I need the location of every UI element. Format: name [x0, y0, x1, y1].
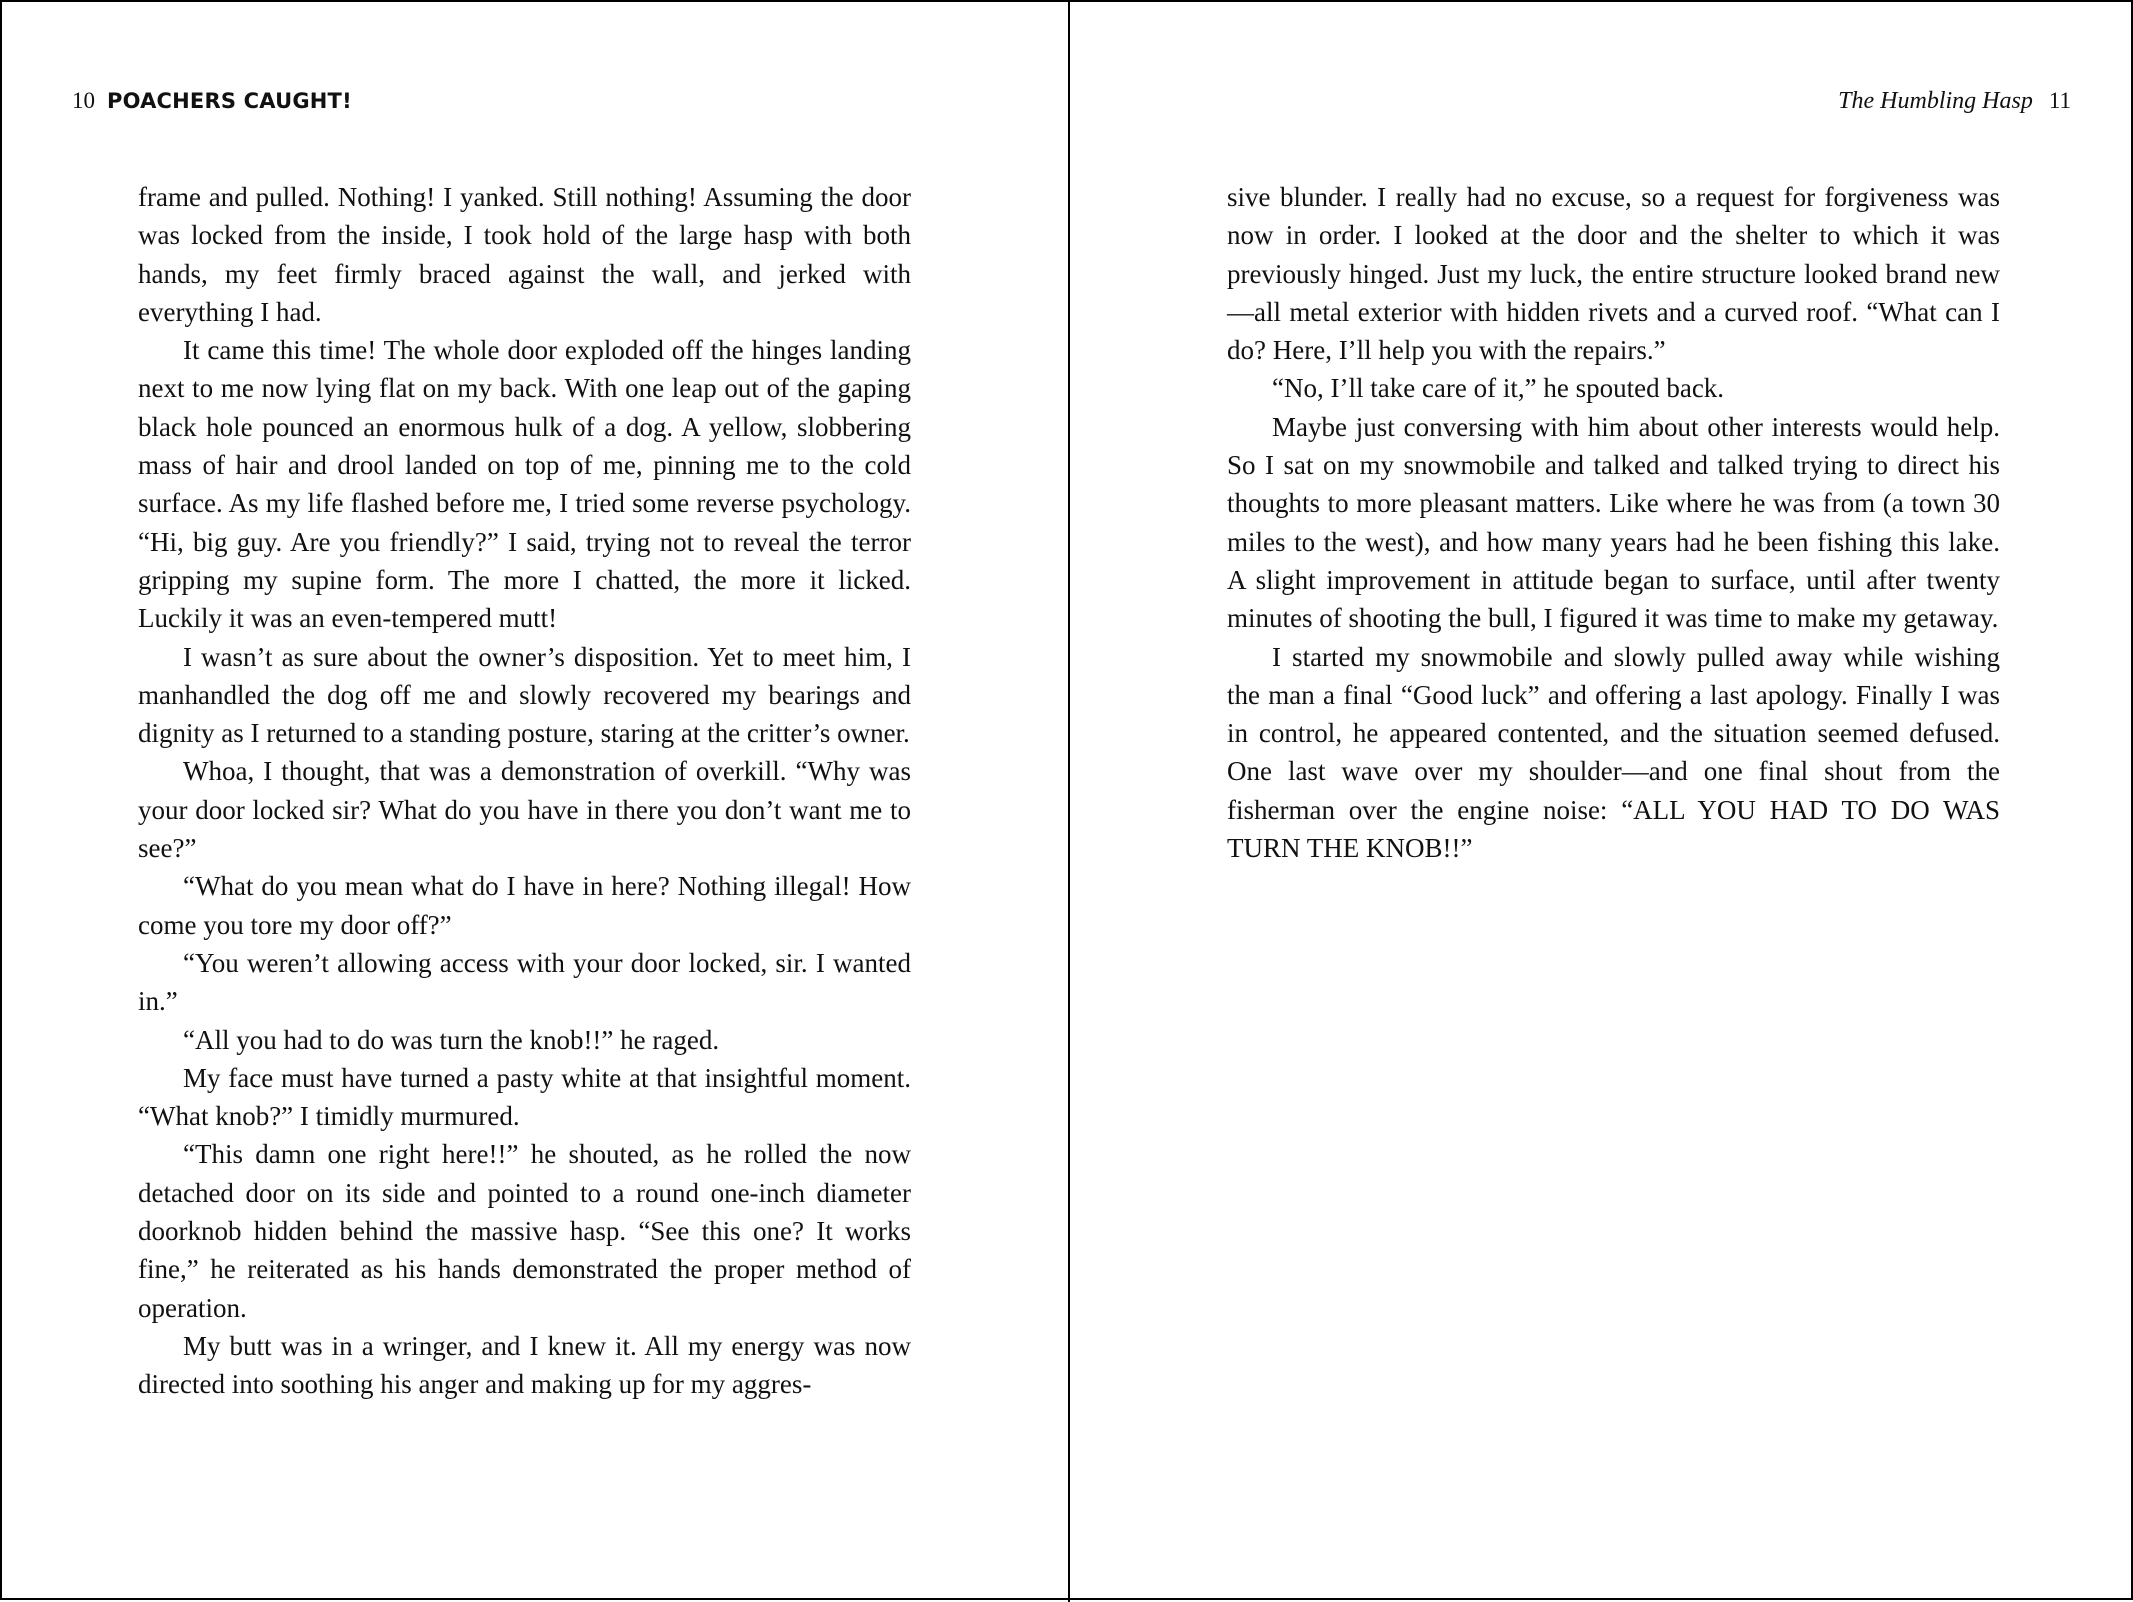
paragraph: sive blunder. I really had no excuse, so a request for forgiveness was now in order. I looked at the door and the shelter to which it was previously hinged. Just my luck, the entire structure looked brand new—all metal exterior with hidden rivets and a curved roof. “What can I do? Here, I’ll help you with the repairs.”	[1227, 182, 2000, 366]
paragraph: My face must have turned a pasty white at that insightful moment. “What knob?” I timidly murmured.	[138, 1062, 911, 1132]
paragraph: “You weren’t allowing access with your door locked, sir. I wanted in.”	[138, 947, 911, 1017]
right-body-text	[1227, 178, 2000, 867]
paragraph: “All you had to do was turn the knob!!” he raged.	[183, 1024, 720, 1055]
paragraph: “What do you mean what do I have in here? Nothing illegal! How come you tore my door off?”	[138, 871, 911, 940]
paragraph: It came this time! The whole door exploded off the hinges landing next to me now lying flat on my back. With one leap out of the gaping black hole pounced an enormous hulk of a dog. A yellow, slobbering mass of hair and drool landed on top of me, pinning me to the cold surface. As my life flashed before me, I tried some reverse psychology. “Hi, big guy. Are you friendly?” I said, trying not to reveal the terror gripping my supine form. The more I chatted, the more it licked. Luckily it was an even-tempered mutt!	[138, 335, 911, 634]
paragraph: My butt was in a wringer, and I knew it. All my energy was now directed into soothing his anger and making up for my aggres-	[138, 1330, 911, 1400]
book-title: POACHERS CAUGHT!	[107, 89, 352, 113]
paragraph: “No, I’ll take care of it,” he spouted back.	[1272, 373, 1725, 404]
right-page	[1070, 2, 2133, 1602]
paragraph: frame and pulled. Nothing! I yanked. Still nothing! Assuming the door was locked from the inside, I took hold of the large hasp with both hands, my feet firmly braced against the wall, and jerked with everything I had.	[138, 182, 911, 327]
paragraph: I wasn’t as sure about the owner’s disposition. Yet to meet him, I manhandled the dog off me and slowly recovered my bearings and dignity as I returned to a standing posture, staring at the critter’s owner.	[138, 641, 911, 749]
right-page-number: 11	[2048, 88, 2071, 113]
chapter-title: The Humbling Hasp	[1838, 88, 2033, 114]
left-page-number: 10	[72, 88, 95, 113]
paragraph: I started my snowmobile and slowly pulled away while wishing the man a final “Good luck” and offering a last apology. Finally I was in control, he appeared contented, and the situation seemed defused. One last wave over my shoulder—and one final shout from the fisherman over the engine noise: “ALL YOU HAD TO DO WAS TURN THE KNOB!!”	[1227, 641, 2000, 864]
left-body-text	[138, 178, 911, 1404]
paragraph: Whoa, I thought, that was a demonstration of overkill. “Why was your door locked sir? What do you have in there you don’t want me to see?”	[138, 756, 911, 864]
right-running-header	[1838, 86, 2071, 116]
paragraph: “This damn one right here!!” he shouted, as he rolled the now detached door on its side and pointed to a round one-inch diameter doorknob hidden behind the massive hasp. “See this one? It works fine,” he reiterated as his hands demonstrated the proper method of operation.	[138, 1139, 911, 1323]
left-page	[2, 2, 1068, 1602]
paragraph: Maybe just conversing with him about other interests would help. So I sat on my snowmobile and talked and talked trying to direct his thoughts to more pleasant matters. Like where he was from (a town 30 miles to the west), and how many years had he been fishing this lake. A slight improvement in attitude began to surface, until after twenty minutes of shooting the bull, I figured it was time to make my getaway.	[1227, 411, 2000, 634]
left-running-header	[72, 86, 352, 116]
